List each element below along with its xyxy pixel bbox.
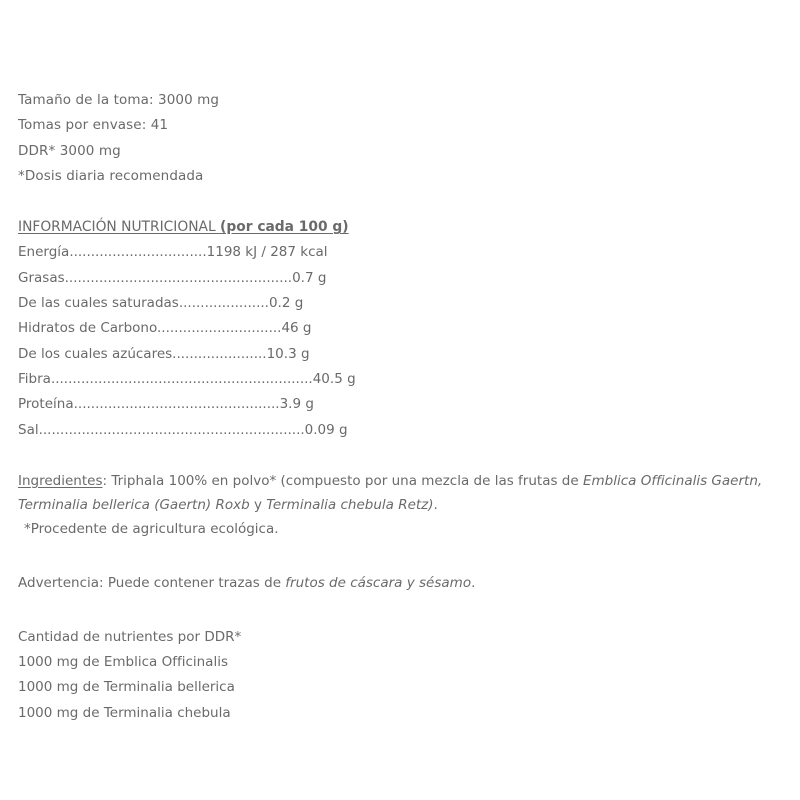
ingredients-paragraph xyxy=(18,469,778,517)
leader-dots: ................................ xyxy=(69,244,207,261)
spacer-after-table xyxy=(18,443,780,469)
leader-dots: ............................. xyxy=(157,320,282,337)
nutrient-label: Grasas xyxy=(18,269,65,286)
leader-dots: ............................................................. xyxy=(50,370,313,387)
ingredients-text-middle: y xyxy=(249,496,267,513)
table-row xyxy=(18,418,780,443)
dosage-block xyxy=(18,88,780,189)
ingredients-text-before: : Triphala 100% en polvo* (compuesto por una mezcla de las frutas de xyxy=(102,472,583,489)
ingredient-species-2: Terminalia bellerica (Gaertn) Roxb xyxy=(18,496,250,513)
leader-dots: ..................... xyxy=(178,295,269,312)
warning-text-before: Advertencia: Puede contener trazas de xyxy=(18,574,286,591)
allergen-warning xyxy=(18,571,780,595)
nutrient-label: Energía xyxy=(18,244,70,261)
nutrient-value: 40.5 g xyxy=(312,370,356,387)
nutrient-label: Sal xyxy=(18,421,39,438)
nutrition-heading-bold: (por cada 100 g) xyxy=(220,219,349,236)
rdi-line: DDR* 3000 mg xyxy=(18,142,121,159)
nutrition-heading-plain: INFORMACIÓN NUTRICIONAL xyxy=(18,219,221,236)
list-item: 1000 mg de Terminalia bellerica xyxy=(18,679,235,696)
list-item: 1000 mg de Emblica Officinalis xyxy=(18,654,228,671)
list-item: 1000 mg de Terminalia chebula xyxy=(18,704,231,721)
table-row xyxy=(18,240,780,265)
nutrient-value: 0.2 g xyxy=(268,295,304,312)
warning-text-after: . xyxy=(471,574,476,591)
table-row xyxy=(18,266,780,291)
nutrient-label: De las cuales saturadas xyxy=(18,295,179,312)
nutrients-per-rdi-title: Cantidad de nutrientes por DDR* xyxy=(18,628,242,645)
spacer-after-warning xyxy=(18,595,780,625)
nutrients-per-rdi-block xyxy=(18,625,780,726)
leader-dots: .............................................................. xyxy=(38,421,305,438)
nutrient-value: 46 g xyxy=(281,320,312,337)
spacer-after-dosage xyxy=(18,189,780,215)
nutrient-label: De los cuales azúcares xyxy=(18,345,173,362)
table-row xyxy=(18,392,780,417)
leader-dots: ..................................................... xyxy=(64,269,293,286)
nutrient-label: Hidratos de Carbono xyxy=(18,320,157,337)
nutrient-value: 3.9 g xyxy=(279,396,314,413)
serving-size-line: Tamaño de la toma: 3000 mg xyxy=(18,92,220,108)
nutrient-value: 10.3 g xyxy=(266,345,310,362)
nutrition-table xyxy=(18,240,780,442)
organic-note: *Procedente de agricultura ecológica. xyxy=(24,520,279,537)
nutrient-value: 0.7 g xyxy=(292,269,327,286)
table-row xyxy=(18,367,780,392)
table-row xyxy=(18,316,780,341)
ingredients-label: Ingredientes xyxy=(18,472,103,489)
nutrient-label: Proteína xyxy=(18,396,74,413)
nutrient-label: Fibra xyxy=(18,370,51,387)
table-row xyxy=(18,342,780,367)
leader-dots: ...................... xyxy=(172,345,267,362)
ingredient-species-3: Terminalia chebula Retz) xyxy=(266,496,434,513)
warning-allergens: frutos de cáscara y sésamo xyxy=(285,574,472,591)
table-row xyxy=(18,291,780,316)
leader-dots: ................................................ xyxy=(73,396,280,413)
spacer-after-ingredients xyxy=(18,541,780,571)
nutrition-heading xyxy=(18,215,780,240)
nutrient-value: 0.09 g xyxy=(304,421,348,438)
rdi-footnote-line: *Dosis diaria recomendada xyxy=(18,167,204,184)
servings-per-container-line: Tomas por envase: 41 xyxy=(18,117,169,134)
nutrient-value: 1198 kJ / 287 kcal xyxy=(206,244,328,261)
ingredient-species-1: Emblica Officinalis Gaertn, xyxy=(582,472,763,489)
ingredients-text-after: . xyxy=(433,496,438,513)
